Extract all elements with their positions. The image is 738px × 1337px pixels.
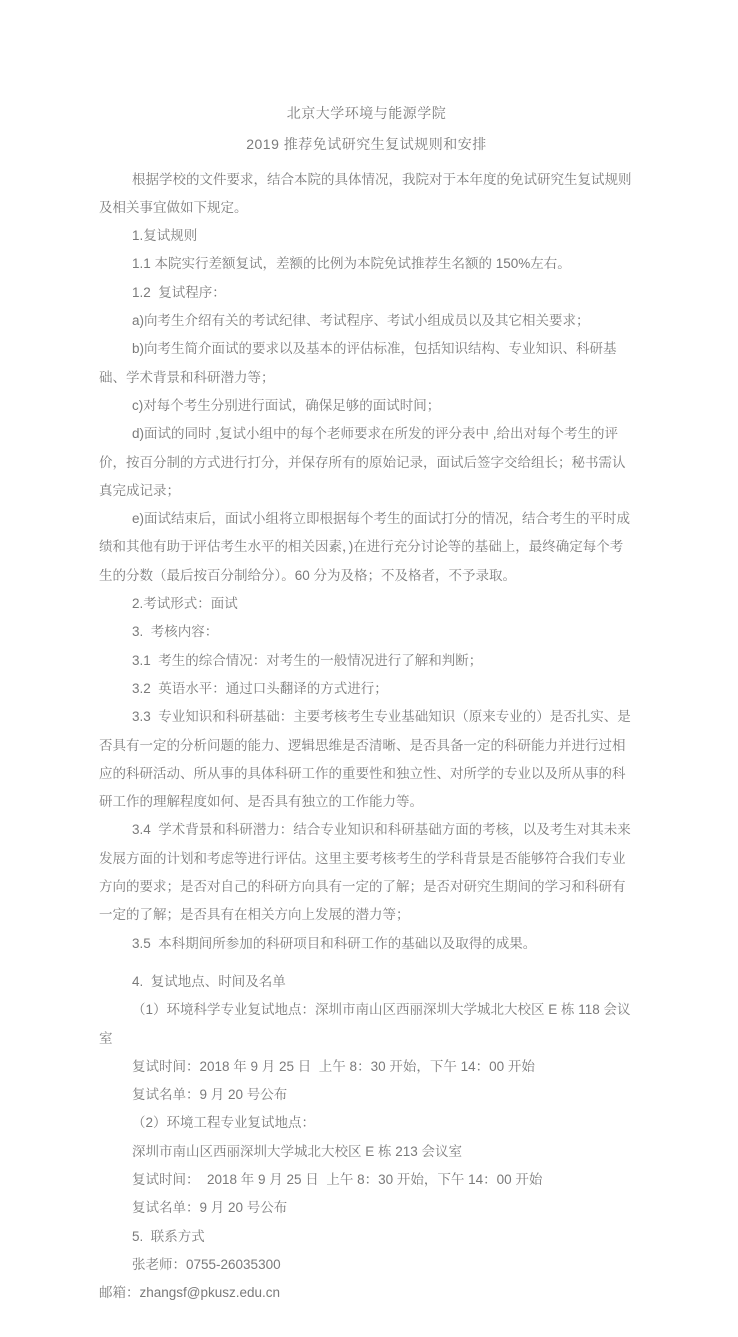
para-contact-phone: 张老师：0755-26035300 — [132, 1256, 281, 1272]
para-section1-heading: 1.复试规则 — [132, 228, 198, 244]
document-subtitle: 2019 推荐免试研究生复试规则和安排 — [246, 136, 487, 153]
para-item-3-4: 3.4 学术背景和科研潜力：结合专业知识和科研基础方面的考核，以及考生对其未来发展方面的计划和考虑等进行评估。这里主要考核考生的学科背景是否能够符合我们专业方向的要求；是否对自己的科研方向具有一定的了解；是否对研究生期间的学习和科研有一定的了解；是否具有在相关方向上发展的潜力等； — [99, 822, 631, 923]
para-section2-heading: 2.考试形式：面试 — [132, 596, 238, 612]
document-title: 北京大学环境与能源学院 — [286, 105, 447, 121]
para-section3-heading: 3. 考核内容： — [132, 624, 219, 640]
para-rule-1-1: 1.1 本院实行差额复试，差额的比例为本院免试推荐生名额的 150%左右。 — [132, 256, 571, 272]
para-contact-email: 邮箱：zhangsf@pkusz.edu.cn — [99, 1285, 281, 1301]
para-namelist-2: 复试名单：9 月 20 号公布 — [132, 1200, 288, 1216]
para-item-3-3: 3.3 专业知识和科研基础：主要考核考生专业基础知识（原来专业的）是否扎实、是否具有一定的分析问题的能力、逻辑思维是否清晰、是否具备一定的科研能力并进行过相应的科研活动、所从事的具体科研工作的重要性和独立性、对所学的专业以及所从事的科研工作的理解程度如何、是否具有独立的工作能力等。 — [99, 709, 631, 810]
para-location-2-heading: （2）环境工程专业复试地点： — [132, 1115, 316, 1131]
para-item-3-5: 3.5 本科期间所参加的科研项目和科研工作的基础以及取得的成果。 — [132, 935, 537, 951]
para-procedure-d: d)面试的同时 ,复试小组中的每个老师要求在所发的评分表中 ,给出对每个考生的评价，按百分制的方式进行打分，并保存所有的原始记录，面试后签字交给组长；秘书需认真完成记录； — [99, 426, 626, 498]
para-section4-heading: 4. 复试地点、时间及名单 — [132, 973, 286, 989]
para-location-1: （1）环境科学专业复试地点：深圳市南山区西丽深圳大学城北大校区 E 栋 118 会议室 — [99, 1002, 631, 1046]
para-procedure-b: b)向考生简介面试的要求以及基本的评估标准，包括知识结构、专业知识、科研基础、学术背景和科研潜力等； — [99, 341, 617, 385]
para-procedure-e: e)面试结束后，面试小组将立即根据每个考生的面试打分的情况，结合考生的平时成绩和其他有助于评估考生水平的相关因素，)在进行充分讨论等的基础上，最终确定每个考生的分数（最后按百分制给分）。60 分为及格；不及格者，不予录取。 — [99, 511, 631, 583]
para-time-1: 复试时间：2018 年 9 月 25 日 上午 8：30 开始，下午 14：00 开始 — [132, 1058, 535, 1074]
para-section5-heading: 5. 联系方式 — [132, 1228, 205, 1244]
document-body — [99, 166, 634, 1308]
para-namelist-1: 复试名单：9 月 20 号公布 — [132, 1087, 288, 1103]
para-procedure-c: c)对每个考生分别进行面试，确保足够的面试时间； — [132, 397, 441, 413]
para-time-2: 复试时间： 2018 年 9 月 25 日 上午 8：30 开始，下午 14：00 开始 — [132, 1171, 543, 1187]
para-procedure-a: a)向考生介绍有关的考试纪律、考试程序、考试小组成员以及其它相关要求； — [132, 313, 590, 329]
para-intro: 根据学校的文件要求，结合本院的具体情况，我院对于本年度的免试研究生复试规则及相关事宜做如下规定。 — [99, 171, 632, 215]
para-rule-1-2: 1.2 复试程序： — [132, 284, 226, 300]
para-location-2-address: 深圳市南山区西丽深圳大学城北大校区 E 栋 213 会议室 — [132, 1143, 463, 1159]
para-item-3-1: 3.1 考生的综合情况：对考生的一般情况进行了解和判断； — [132, 652, 483, 668]
para-item-3-2: 3.2 英语水平：通过口头翻译的方式进行； — [132, 680, 388, 696]
